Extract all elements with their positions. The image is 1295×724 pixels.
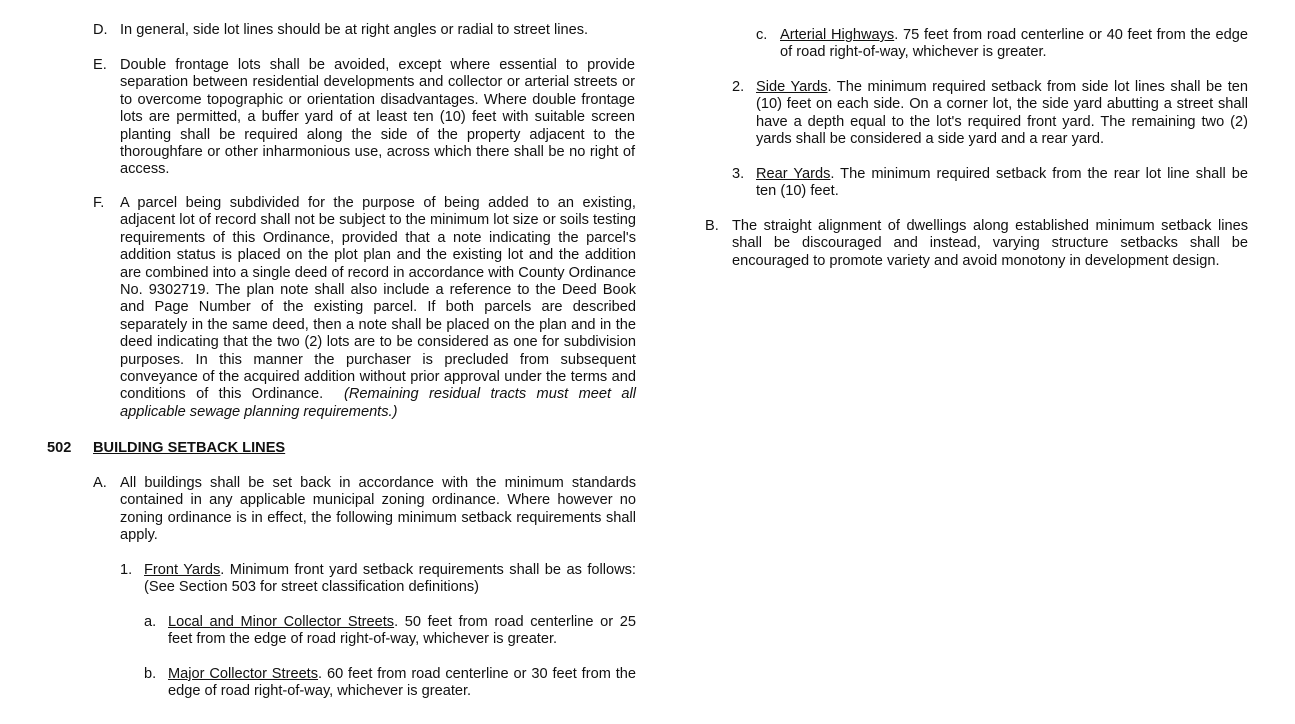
item-d-text: In general, side lot lines should be at right angles or radial to street lines. — [120, 22, 589, 38]
item-a1-body: . Minimum front yard setback requirements shall be as follows: (See Section 503 for street classification definitions) — [144, 562, 636, 596]
item-a-text: All buildings shall be set back in accordance with the minimum standards contained in any applicable municipal zoning ordinance. Where however no zoning ordinance is in effect, the following minimum setback requirements shall apply. — [120, 475, 636, 544]
item-a3-title: Rear Yards — [756, 166, 831, 182]
item-f-body: A parcel being subdivided for the purpose of being added to an existing, adjacent lot of record shall not be subject to the minimum lot size or soils testing requirements of this Ordinance, provided that a note indicating the parcel's addition status is placed on the plot plan and the existing lot and the addition are combined into a single deed of record in accordance with County Ordinance No. 9302719. The plan note shall also include a reference to the Deed Book and Page Number of the existing parcel. If both parcels are described separately in the same deed, then a note shall be placed on the plan and in the deed indicating that the two (2) lots are to be considered as one for subdivision purposes. In this manner the purchaser is precluded from subsequent conveyance of the acquired addition without prior approval under the terms and conditions of this Ordinance. — [120, 195, 636, 403]
item-a1b-label: b. — [144, 666, 157, 682]
item-f-italic-note: (Remaining residual tracts must meet all applicable sewage planning requirements.) — [120, 386, 637, 420]
item-a1-title: Front Yards — [144, 562, 221, 578]
item-a1b-title: Major Collector Streets — [168, 666, 319, 682]
item-b-text: The straight alignment of dwellings along established minimum setback lines shall be discouraged and instead, varying structure setbacks shall be encouraged to promote variety and avoid monotony in development design. — [732, 218, 1248, 269]
item-a3-label: 3. — [732, 166, 745, 182]
section-number: 502 — [47, 440, 72, 456]
item-a1c-text — [780, 27, 1248, 62]
item-f-label: F. — [93, 195, 105, 211]
item-a2-text — [756, 79, 1248, 149]
item-f-text — [120, 195, 636, 421]
item-a1a-body: . 50 feet from road centerline or 25 feet from the edge of road right-of-way, whichever is greater. — [168, 614, 636, 648]
item-e-text: Double frontage lots shall be avoided, except where essential to provide separation between residential developments and collector or arterial streets or to overcome topographic or orientation disadvantages. Where double frontage lots are permitted, a buffer yard of at least ten (10) feet with suitable screen planting shall be required along the side of the property adjacent to the thoroughfare or other inharmonious use, across which there shall be no right of access. — [120, 57, 635, 178]
item-a1c-title: Arterial Highways — [780, 27, 895, 43]
item-a2-body: . The minimum required setback from side lot lines shall be ten (10) feet on each side. On a corner lot, the side yard abutting a street shall have a depth equal to the lot's required front yard. The remaining two (2) yards shall be considered a side yard and a rear yard. — [756, 79, 1248, 148]
section-title: BUILDING SETBACK LINES — [93, 440, 286, 456]
item-a1c-body: . 75 feet from road centerline or 40 feet from the edge of road right-of-way, whichever is greater. — [780, 27, 1248, 61]
item-a1a-text — [168, 614, 636, 649]
item-a2-title: Side Yards — [756, 79, 828, 95]
item-a2-label: 2. — [732, 79, 745, 95]
item-b-label: B. — [705, 218, 719, 234]
item-a1b-body: . 60 feet from road centerline or 30 feet from the edge of road right-of-way, whichever is greater. — [168, 666, 637, 700]
item-a-label: A. — [93, 475, 107, 491]
item-a3-text — [756, 166, 1248, 201]
item-a1-text — [144, 562, 636, 597]
item-e-label: E. — [93, 57, 107, 73]
item-a1c-label: c. — [756, 27, 768, 43]
item-a1-label: 1. — [120, 562, 133, 578]
item-a1b-text — [168, 666, 636, 701]
item-a3-body: . The minimum required setback from the rear lot line shall be ten (10) feet. — [756, 166, 1249, 200]
item-d-label: D. — [93, 22, 108, 38]
item-a1a-title: Local and Minor Collector Streets — [168, 614, 395, 630]
item-a1a-label: a. — [144, 614, 157, 630]
